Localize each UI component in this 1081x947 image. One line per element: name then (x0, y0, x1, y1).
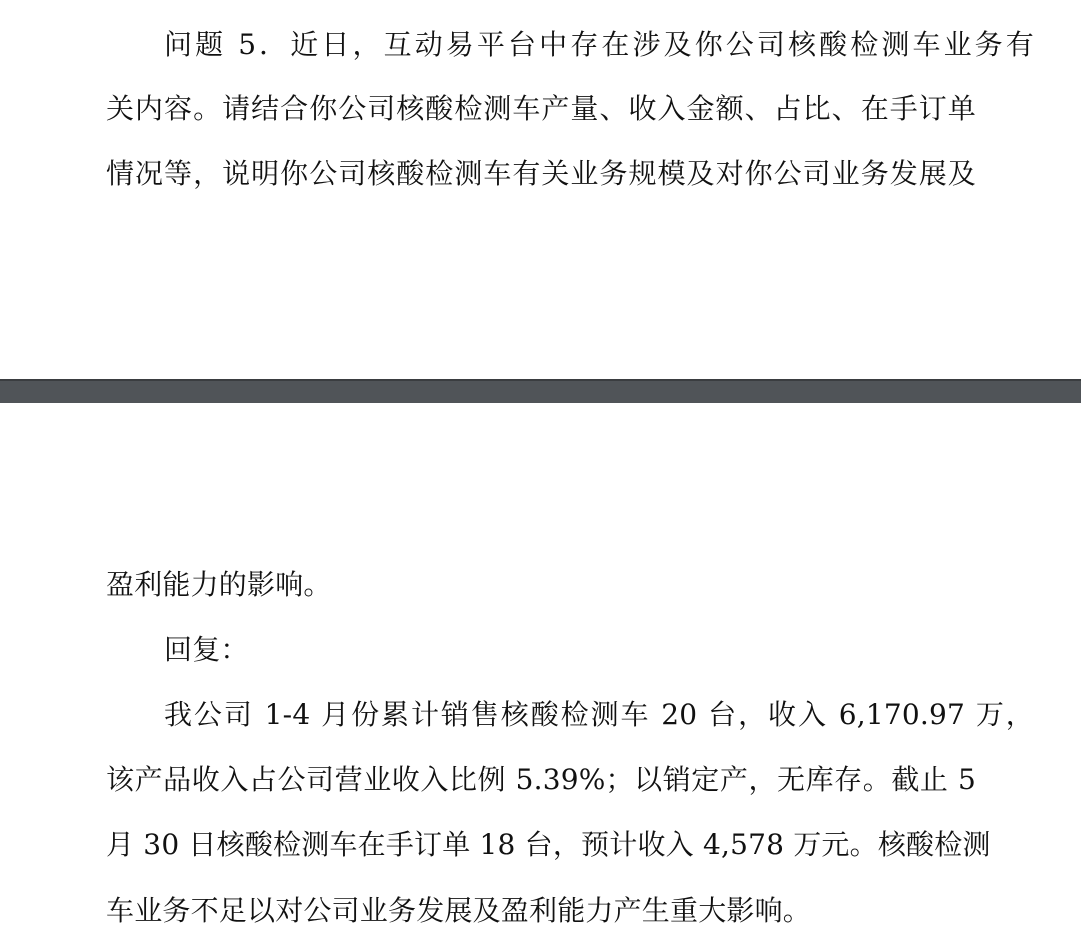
question-line-3: 情况等，说明你公司核酸检测车有关业务规模及对你公司业务发展及 (106, 157, 976, 190)
question-line-2: 关内容。请结合你公司核酸检测车产量、收入金额、占比、在手订单 (106, 92, 976, 125)
question-line-1: 问题 5．近日，互动易平台中存在涉及你公司核酸检测车业务有 (164, 28, 1034, 61)
reply-heading: 回复： (164, 633, 249, 666)
reply-line-1: 我公司 1-4 月份累计销售核酸检测车 20 台，收入 6,170.97 万， (164, 698, 1034, 731)
reply-line-2: 该产品收入占公司营业收入比例 5.39%；以销定产，无库存。截止 5 (106, 763, 976, 796)
reply-line-3: 月 30 日核酸检测车在手订单 18 台，预计收入 4,578 万元。核酸检测 (106, 828, 991, 861)
document-page-1 (0, 0, 1081, 379)
reply-line-4: 车业务不足以对公司业务发展及盈利能力产生重大影响。 (106, 894, 812, 927)
document-page-2 (0, 403, 1081, 947)
page-separator (0, 379, 1081, 403)
question-line-4: 盈利能力的影响。 (106, 568, 332, 601)
